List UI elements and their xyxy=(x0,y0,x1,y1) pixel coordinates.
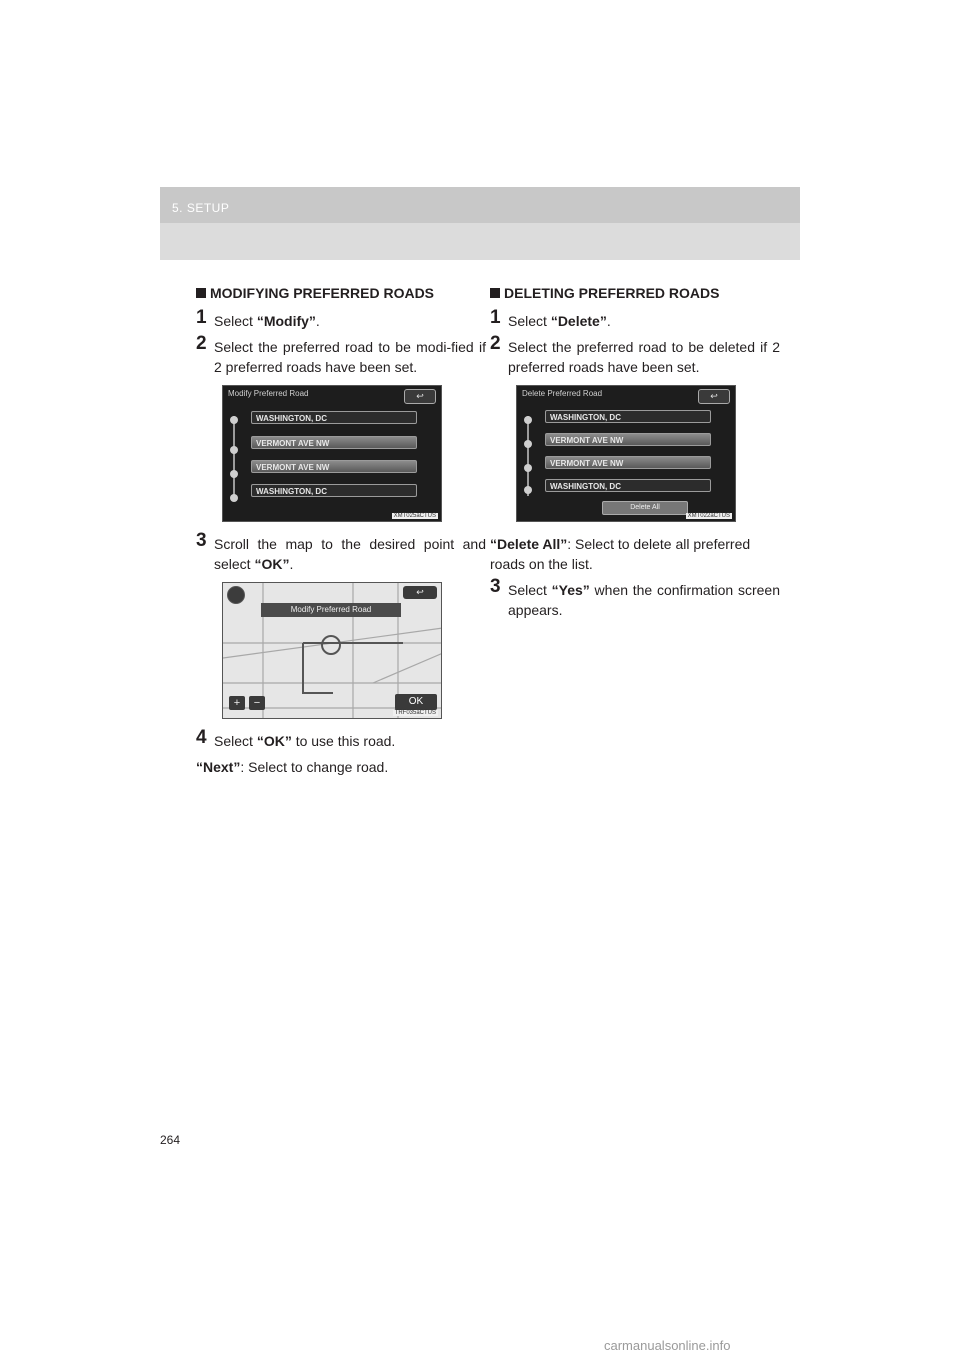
ok-button[interactable]: OK xyxy=(395,694,437,710)
road-item[interactable]: VERMONT AVE NW xyxy=(545,433,711,446)
image-code: XMT025aCTUS xyxy=(393,513,436,519)
modify-step-3: 3 Scroll the map to the desired point and select “OK”. xyxy=(196,530,486,572)
road-item[interactable]: WASHINGTON, DC xyxy=(545,410,711,423)
back-button[interactable]: ↩ xyxy=(404,389,436,404)
section-header xyxy=(160,187,800,260)
compass-icon[interactable] xyxy=(227,586,245,604)
modify-section-title: MODIFYING PREFERRED ROADS xyxy=(196,285,486,301)
route-rail xyxy=(527,416,535,496)
bullet-square-icon xyxy=(490,288,500,298)
route-point-icon xyxy=(524,440,532,448)
back-button[interactable]: ↩ xyxy=(698,389,730,404)
image-code: TRF035aCTUS xyxy=(394,710,436,716)
delete-road-screenshot: Delete Preferred Road ↩ WASHINGTON, DC VERMONT AVE NW VERMONT AVE NW WASHINGTON, DC Delete All XMT022aCTUS xyxy=(516,385,736,522)
route-point-icon xyxy=(524,486,532,494)
header-band xyxy=(160,223,800,260)
road-item[interactable]: WASHINGTON, DC xyxy=(251,484,417,497)
bullet-square-icon xyxy=(196,288,206,298)
road-item[interactable]: VERMONT AVE NW xyxy=(251,436,417,449)
image-code: XMT022aCTUS xyxy=(687,513,730,519)
left-column xyxy=(196,285,486,783)
map-screenshot xyxy=(222,582,442,719)
zoom-in-button[interactable]: + xyxy=(229,696,245,710)
page-number: 264 xyxy=(160,1133,181,1147)
zoom-out-button[interactable]: − xyxy=(249,696,265,710)
delete-step-2: 2 Select the preferred road to be deleted if 2 preferred roads have been set. xyxy=(490,333,780,375)
road-item[interactable]: WASHINGTON, DC xyxy=(545,479,711,492)
modify-step-2: 2 Select the preferred road to be modi-fied if 2 preferred roads have been set. xyxy=(196,333,486,375)
next-note: “Next”: Select to change road. xyxy=(196,759,389,775)
route-point-icon xyxy=(230,446,238,454)
modify-road-screenshot: Modify Preferred Road ↩ WASHINGTON, DC VERMONT AVE NW VERMONT AVE NW WASHINGTON, DC XMT025aCTUS xyxy=(222,385,442,522)
delete-step-1: 1 Select “Delete”. xyxy=(490,307,611,329)
delete-all-note: “Delete All”: Select to delete all preferred roads on the list. xyxy=(490,536,751,572)
road-item[interactable]: VERMONT AVE NW xyxy=(251,460,417,473)
modify-step-1: 1 Select “Modify”. xyxy=(196,307,320,329)
delete-section-title: DELETING PREFERRED ROADS xyxy=(490,285,780,301)
delete-step-3: 3 Select “Yes” when the confirmation screen appears. xyxy=(490,576,780,618)
right-column xyxy=(490,285,780,626)
route-point-icon xyxy=(524,464,532,472)
route-rail xyxy=(233,416,241,496)
road-item[interactable]: WASHINGTON, DC xyxy=(251,411,417,424)
route-point-icon xyxy=(230,470,238,478)
watermark: carmanualsonline.info xyxy=(604,1338,731,1353)
map-banner: Modify Preferred Road xyxy=(261,603,401,617)
route-point-icon xyxy=(230,416,238,424)
modify-step-4: 4 Select “OK” to use this road. xyxy=(196,727,396,749)
route-point-icon xyxy=(524,416,532,424)
section-label: 5. SETUP xyxy=(172,201,230,215)
road-item[interactable]: VERMONT AVE NW xyxy=(545,456,711,469)
delete-all-button[interactable]: Delete All xyxy=(602,501,688,515)
route-point-icon xyxy=(230,494,238,502)
back-button[interactable]: ↩ xyxy=(403,586,437,599)
